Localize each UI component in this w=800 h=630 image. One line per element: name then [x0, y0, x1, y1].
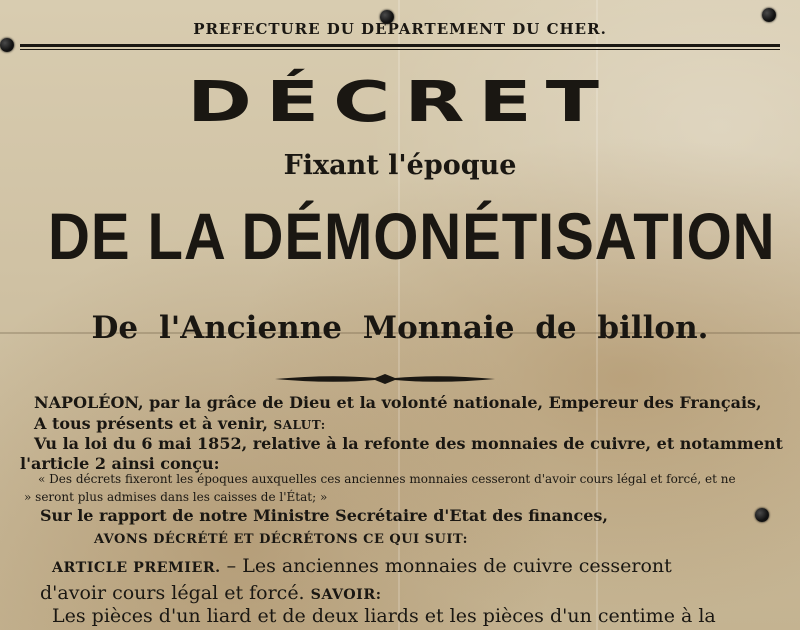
pin-icon	[0, 38, 14, 52]
header-rule	[20, 49, 780, 50]
decree-line: l'article 2 ainsi conçu:	[20, 454, 220, 473]
ornamental-rule-icon	[275, 372, 495, 386]
decree-quote: « Des décrets fixeront les époques auxquelles ces anciennes monnaies cesseront d'avoir cours légal et forcé, et ne	[38, 472, 736, 486]
prefecture-header: PREFECTURE DU DEPARTEMENT DU CHER.	[193, 20, 607, 38]
article-line: d'avoir cours légal et forcé. SAVOIR:	[40, 582, 382, 604]
decree-line: Vu la loi du 6 mai 1852, relative à la refonte des monnaies de cuivre, et notamment	[34, 434, 783, 453]
ancienne-monnaie-title: De l'Ancienne Monnaie de billon.	[91, 310, 709, 346]
decree-heading: AVONS DÉCRÉTÉ ET DÉCRÉTONS CE QUI SUIT:	[94, 532, 468, 547]
decree-line: NAPOLÉON, par la grâce de Dieu et la volonté nationale, Empereur des Français,	[34, 393, 762, 412]
article-line: Les pièces d'un liard et de deux liards et les pièces d'un centime à la	[52, 605, 716, 627]
subtitle-fixant: Fixant l'époque	[283, 150, 517, 181]
decret-title: DÉCRET	[187, 70, 613, 135]
demonetisation-title: DE LA DÉMONÉTISATION	[48, 199, 776, 273]
decree-quote: » seront plus admises dans les caisses de l'État; »	[24, 490, 328, 504]
decree-line: A tous présents et à venir, SALUT:	[34, 414, 326, 433]
header-rule	[20, 44, 780, 47]
decree-line: Sur le rapport de notre Ministre Secrétaire d'Etat des finances,	[40, 506, 608, 525]
article-line: ARTICLE PREMIER. – Les anciennes monnaies de cuivre cesseront	[52, 555, 672, 577]
